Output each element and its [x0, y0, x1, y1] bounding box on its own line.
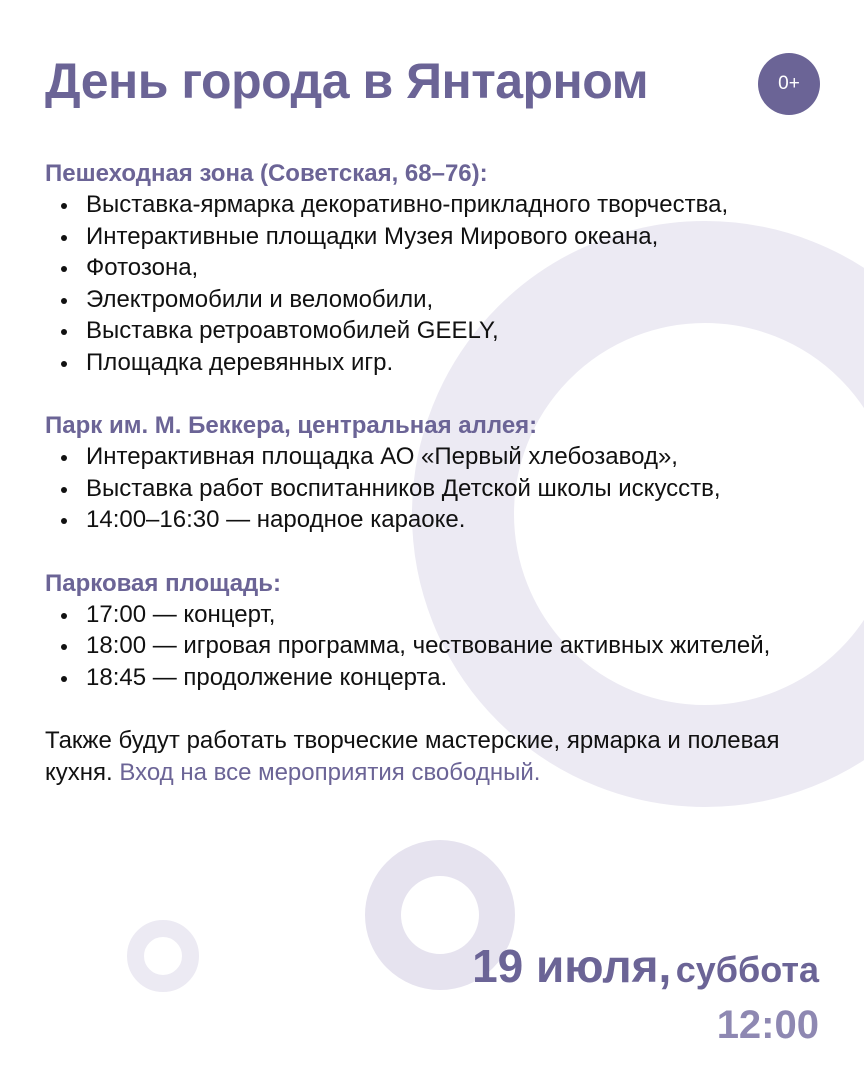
closing-note [45, 725, 825, 789]
list-item: Выставка ретроавтомобилей GEELY, [45, 315, 835, 347]
list-item: Выставка-ярмарка декоративно-прикладного творчества, [45, 189, 835, 221]
event-weekday: суббота [675, 949, 819, 990]
list-item: Фотозона, [45, 252, 835, 284]
event-date: 19 июля, [472, 940, 672, 992]
item-list [45, 599, 835, 694]
list-item: 18:00 — игровая программа, чествование активных жителей, [45, 630, 835, 662]
list-item: 18:45 — продолжение концерта. [45, 662, 835, 694]
section-pedestrian-zone [45, 158, 835, 378]
list-item: Электромобили и веломобили, [45, 284, 835, 316]
list-item: Интерактивные площадки Музея Мирового океана, [45, 221, 835, 253]
list-item: 17:00 — концерт, [45, 599, 835, 631]
free-entry-note: Вход на все мероприятия свободный. [119, 759, 541, 786]
list-item: 14:00–16:30 — народное караоке. [45, 504, 835, 536]
age-rating-badge: 0+ [758, 53, 820, 115]
event-date-block [472, 940, 819, 1046]
page-title: День города в Янтарном [45, 53, 649, 109]
item-list [45, 441, 835, 536]
section-heading: Пешеходная зона (Советская, 68–76): [45, 160, 488, 187]
decorative-ring-small [127, 920, 199, 992]
list-item: Площадка деревянных игр. [45, 347, 835, 379]
item-list [45, 189, 835, 378]
section-heading: Парк им. М. Беккера, центральная аллея: [45, 412, 538, 439]
event-time: 12:00 [716, 1003, 819, 1047]
list-item: Интерактивная площадка АО «Первый хлебозавод», [45, 441, 835, 473]
program-content [45, 158, 835, 789]
section-park-square [45, 568, 835, 694]
section-becker-park [45, 410, 835, 536]
list-item: Выставка работ воспитанников Детской школы искусств, [45, 473, 835, 505]
section-heading: Парковая площадь: [45, 569, 282, 597]
closing-text: Также будут работать творческие мастерские, ярмарка и полевая кухня. [45, 727, 780, 786]
